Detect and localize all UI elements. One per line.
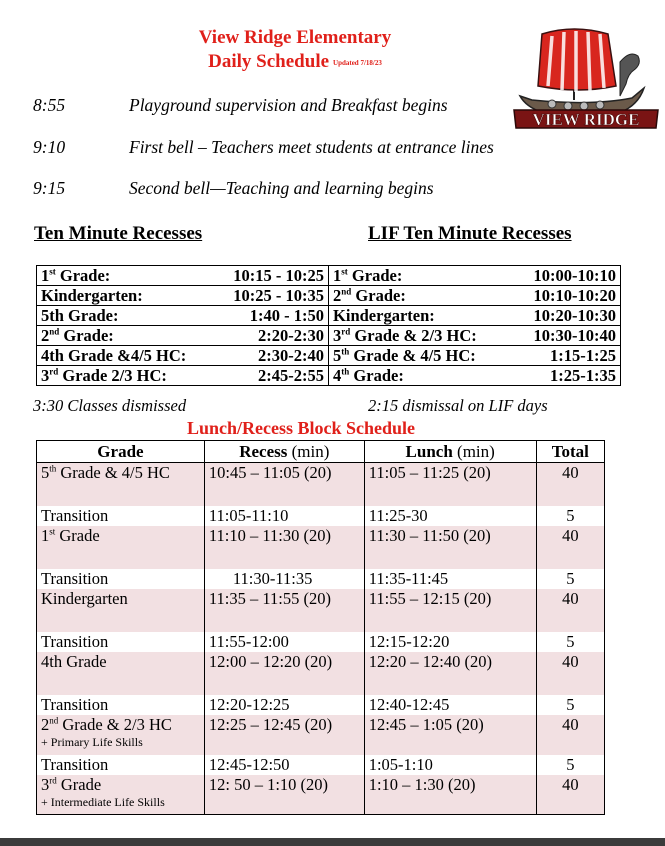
recess-table <box>36 265 621 386</box>
recess-time: 10:00-10:10 <box>533 265 616 285</box>
recess-row <box>37 366 621 386</box>
recess-row <box>37 346 621 366</box>
table-row <box>37 715 605 755</box>
grade-label: 2 <box>333 285 342 305</box>
lunch-cell: 12:45 – 1:05 (20) <box>364 715 536 755</box>
table-row <box>37 463 605 506</box>
recess-cell: 11:35 – 11:55 (20) <box>204 589 364 632</box>
grade-note: + Intermediate Life Skills <box>41 794 165 809</box>
lunch-cell: 11:25-30 <box>364 506 536 526</box>
recess-cell-right <box>329 326 621 346</box>
recess-cell: 11:05-11:10 <box>204 506 364 526</box>
block-schedule-title: Lunch/Recess Block Schedule <box>187 418 416 438</box>
grade-cell <box>37 526 205 569</box>
recess-time: 2:20-2:30 <box>258 325 325 345</box>
total-cell: 5 <box>536 569 604 589</box>
grade-cell <box>37 715 205 755</box>
grade-label: Transition <box>41 754 109 774</box>
lunch-recess-table <box>36 440 605 815</box>
grade-suffix: st <box>341 266 348 276</box>
grade-suffix: st <box>49 266 56 276</box>
recess-cell-left <box>37 266 329 286</box>
table-header-row <box>37 441 605 463</box>
grade-cell <box>37 589 205 632</box>
grade-cell <box>37 652 205 695</box>
recess-grade <box>41 267 110 285</box>
recess-row <box>37 306 621 326</box>
recess-grade <box>333 287 406 305</box>
recess-cell: 10:45 – 11:05 (20) <box>204 463 364 506</box>
grade-cell <box>37 632 205 652</box>
grade-cell <box>37 695 205 715</box>
updated-date: Updated 7/18/23 <box>333 59 382 67</box>
recess-grade <box>333 347 476 365</box>
grade-label: Kindergarten: <box>333 305 435 325</box>
grade-cell <box>37 755 205 775</box>
recess-time: 2:30-2:40 <box>258 345 325 365</box>
lif-recesses-heading: LIF Ten Minute Recesses <box>368 223 572 244</box>
lif-dismissal-note: 2:15 dismissal on LIF days <box>368 396 548 415</box>
grade-label: Transition <box>41 631 109 651</box>
grade-label: 3 <box>41 365 50 385</box>
recess-time: 2:45-2:55 <box>258 365 325 385</box>
grade-suffix: st <box>49 526 56 536</box>
grade-label-rest: Grade & 4/5 HC: <box>349 345 476 365</box>
recess-grade <box>333 267 402 285</box>
recess-row <box>37 266 621 286</box>
grade-label: 5th Grade: <box>41 305 119 325</box>
total-cell: 40 <box>536 589 604 632</box>
recess-row <box>37 326 621 346</box>
header-lunch <box>364 441 536 463</box>
lunch-cell: 12:15-12:20 <box>364 632 536 652</box>
grade-label: 4th Grade <box>41 651 107 671</box>
grade-label: 1 <box>333 265 342 285</box>
grade-label: 1 <box>41 265 50 285</box>
grade-label: 5 <box>333 345 342 365</box>
recess-cell-right <box>329 286 621 306</box>
grade-note: + Primary Life Skills <box>41 734 143 749</box>
total-cell: 40 <box>536 652 604 695</box>
table-row <box>37 652 605 695</box>
recess-grade <box>41 287 143 305</box>
grade-label-rest: Grade: <box>349 365 404 385</box>
recess-cell-right <box>329 366 621 386</box>
recess-grade <box>333 307 435 325</box>
grade-suffix: th <box>49 463 57 474</box>
lunch-cell: 12:40-12:45 <box>364 695 536 715</box>
grade-suffix: rd <box>341 326 351 336</box>
recess-time: 1:25-1:35 <box>550 365 616 385</box>
header-recess-unit: (min) <box>291 441 330 461</box>
grade-label-rest: Grade & 2/3 HC: <box>350 325 477 345</box>
table-row <box>37 695 605 715</box>
dismissal-note: 3:30 Classes dismissed <box>33 396 187 415</box>
viking-ship-logo <box>512 22 660 138</box>
grade-label: 5 <box>41 463 50 482</box>
header-total: Total <box>536 441 604 463</box>
recess-time: 10:30-10:40 <box>533 325 616 345</box>
grade-suffix: nd <box>341 286 352 296</box>
recess-cell-right <box>329 346 621 366</box>
total-cell: 5 <box>536 695 604 715</box>
grade-suffix: nd <box>49 715 59 725</box>
grade-suffix: th <box>341 366 350 376</box>
recess-time: 10:20-10:30 <box>533 305 616 325</box>
recess-time: 1:15-1:25 <box>550 345 616 365</box>
header-lunch-label: Lunch <box>405 441 453 461</box>
grade-label: 1 <box>41 525 50 545</box>
recess-time: 10:25 - 10:35 <box>233 285 325 305</box>
grade-label-rest: Grade: <box>351 285 406 305</box>
schedule-subtitle: Daily Schedule <box>208 51 330 72</box>
grade-label: Transition <box>41 694 109 714</box>
total-cell: 5 <box>536 506 604 526</box>
header-recess-label: Recess <box>239 441 288 461</box>
table-row <box>37 569 605 589</box>
recess-cell-right <box>329 306 621 326</box>
grade-label: 4th Grade &4/5 HC: <box>41 345 187 365</box>
recess-time: 10:15 - 10:25 <box>233 265 325 285</box>
recess-cell: 12:20-12:25 <box>204 695 364 715</box>
total-cell: 5 <box>536 755 604 775</box>
lunch-cell: 1:05-1:10 <box>364 755 536 775</box>
grade-label-rest: Grade <box>56 774 102 794</box>
grade-label: 2 <box>41 714 50 734</box>
total-cell: 40 <box>536 463 604 506</box>
recess-cell-left <box>37 326 329 346</box>
recess-cell: 11:55-12:00 <box>204 632 364 652</box>
recess-grade <box>41 307 118 325</box>
ten-minute-recesses-heading: Ten Minute Recesses <box>34 223 203 244</box>
recess-grade <box>41 347 186 365</box>
lunch-cell: 11:55 – 12:15 (20) <box>364 589 536 632</box>
grade-label: 3 <box>333 325 342 345</box>
recess-grade <box>41 327 114 345</box>
header-recess <box>204 441 364 463</box>
schedule-title <box>155 51 435 74</box>
logo-text: VIEW RIDGE <box>532 110 640 129</box>
grade-suffix: nd <box>49 326 60 336</box>
schedule-time: 9:10 <box>33 137 66 157</box>
grade-label: Transition <box>41 568 109 588</box>
recess-row <box>37 286 621 306</box>
grade-suffix: rd <box>49 366 59 376</box>
table-row <box>37 775 605 815</box>
table-row <box>37 506 605 526</box>
recess-cell-left <box>37 286 329 306</box>
recess-cell: 12:25 – 12:45 (20) <box>204 715 364 755</box>
recess-cell-left <box>37 366 329 386</box>
schedule-desc: First bell – Teachers meet students at entrance lines <box>129 137 494 157</box>
header-grade: Grade <box>37 441 205 463</box>
recess-cell: 11:10 – 11:30 (20) <box>204 526 364 569</box>
lunch-cell: 11:35-11:45 <box>364 569 536 589</box>
grade-cell <box>37 569 205 589</box>
table-row <box>37 755 605 775</box>
bottom-bar <box>0 838 665 846</box>
grade-cell <box>37 463 205 506</box>
grade-label: 2 <box>41 325 50 345</box>
grade-label: 4 <box>333 365 342 385</box>
grade-label-rest: Grade: <box>347 265 403 285</box>
grade-label: Kindergarten: <box>41 285 143 305</box>
grade-label-rest: Grade <box>55 525 100 545</box>
table-row <box>37 632 605 652</box>
lunch-cell: 11:05 – 11:25 (20) <box>364 463 536 506</box>
grade-label-rest: Grade 2/3 HC: <box>58 365 167 385</box>
recess-cell: 12:00 – 12:20 (20) <box>204 652 364 695</box>
grade-label: Transition <box>41 505 109 525</box>
schedule-time: 9:15 <box>33 178 66 198</box>
total-cell: 5 <box>536 632 604 652</box>
recess-cell: 12:45-12:50 <box>204 755 364 775</box>
recess-cell-right <box>329 266 621 286</box>
grade-suffix: th <box>341 346 350 356</box>
grade-suffix: rd <box>49 775 57 785</box>
grade-label-rest: Grade & 2/3 HC <box>58 714 172 734</box>
recess-time: 10:10-10:20 <box>533 285 616 305</box>
recess-time: 1:40 - 1:50 <box>249 305 325 325</box>
grade-label-rest: Grade & 4/5 HC <box>56 463 170 482</box>
recess-cell: 11:30-11:35 <box>204 569 364 589</box>
header-lunch-unit: (min) <box>457 441 495 461</box>
total-cell: 40 <box>536 775 604 815</box>
grade-cell <box>37 775 205 815</box>
recess-grade <box>333 327 477 345</box>
school-title: View Ridge Elementary <box>198 27 392 48</box>
table-row <box>37 526 605 569</box>
recess-grade <box>333 367 404 385</box>
lunch-cell: 1:10 – 1:30 (20) <box>364 775 536 815</box>
lunch-cell: 11:30 – 11:50 (20) <box>364 526 536 569</box>
recess-grade <box>41 367 167 385</box>
recess-cell-left <box>37 346 329 366</box>
grade-cell <box>37 506 205 526</box>
grade-label: 3 <box>41 774 50 794</box>
recess-cell: 12: 50 – 1:10 (20) <box>204 775 364 815</box>
grade-label-rest: Grade: <box>55 265 111 285</box>
total-cell: 40 <box>536 526 604 569</box>
table-row <box>37 589 605 632</box>
grade-label: Kindergarten <box>41 588 128 608</box>
schedule-desc: Second bell—Teaching and learning begins <box>129 178 434 198</box>
recess-cell-left <box>37 306 329 326</box>
schedule-desc: Playground supervision and Breakfast begins <box>129 95 448 115</box>
lunch-cell: 12:20 – 12:40 (20) <box>364 652 536 695</box>
total-cell: 40 <box>536 715 604 755</box>
schedule-time: 8:55 <box>33 95 66 115</box>
grade-label-rest: Grade: <box>59 325 114 345</box>
